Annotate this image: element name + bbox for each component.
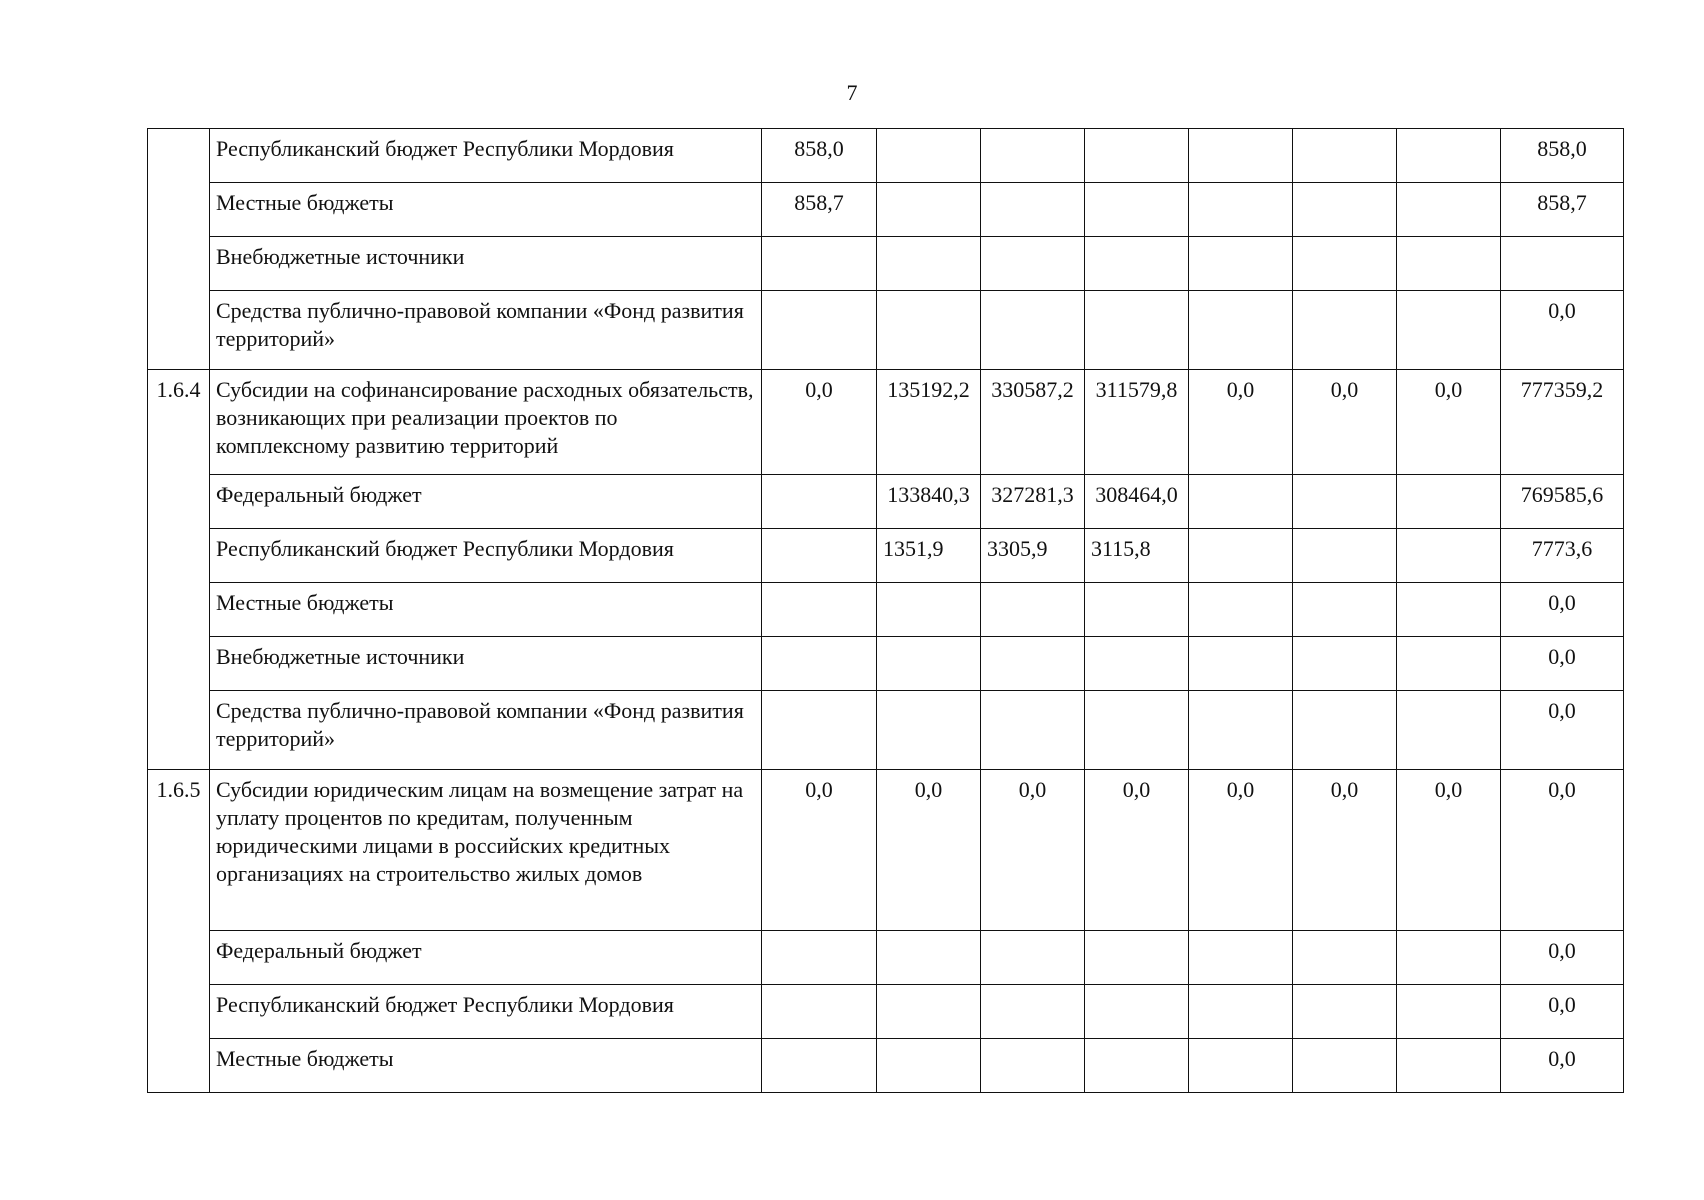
value-cell: 0,0 [1293, 370, 1397, 475]
value-cell [1189, 183, 1293, 237]
value-cell [1189, 985, 1293, 1039]
total-cell: 0,0 [1501, 1039, 1624, 1093]
value-cell [981, 237, 1085, 291]
value-cell [1293, 985, 1397, 1039]
value-cell: 327281,3 [981, 475, 1085, 529]
value-cell [981, 183, 1085, 237]
value-cell [1189, 291, 1293, 370]
row-name-cell: Федеральный бюджет [210, 931, 762, 985]
total-cell: 0,0 [1501, 770, 1624, 931]
value-cell: 0,0 [1293, 770, 1397, 931]
budget-table [147, 128, 1624, 1093]
value-cell: 3115,8 [1085, 529, 1189, 583]
value-cell [981, 129, 1085, 183]
value-cell [1189, 475, 1293, 529]
row-name-cell: Средства публично-правовой компании «Фонд развития территорий» [210, 291, 762, 370]
value-cell [1397, 931, 1501, 985]
value-cell [1293, 529, 1397, 583]
value-cell [1189, 691, 1293, 770]
value-cell: 311579,8 [1085, 370, 1189, 475]
table-row [148, 583, 1624, 637]
row-name-cell: Местные бюджеты [210, 583, 762, 637]
value-cell [762, 291, 877, 370]
page-number: 7 [846, 80, 858, 105]
table-row [148, 475, 1624, 529]
value-cell [1085, 691, 1189, 770]
value-cell: 3305,9 [981, 529, 1085, 583]
value-cell [762, 985, 877, 1039]
value-cell [1293, 183, 1397, 237]
value-cell [1085, 291, 1189, 370]
table-row [148, 291, 1624, 370]
total-cell: 0,0 [1501, 291, 1624, 370]
row-name-cell: Местные бюджеты [210, 1039, 762, 1093]
total-cell: 7773,6 [1501, 529, 1624, 583]
total-cell: 0,0 [1501, 931, 1624, 985]
table-row [148, 237, 1624, 291]
value-cell [1189, 583, 1293, 637]
value-cell [1293, 583, 1397, 637]
value-cell [1293, 475, 1397, 529]
table-row [148, 529, 1624, 583]
total-cell: 0,0 [1501, 691, 1624, 770]
value-cell: 0,0 [877, 770, 981, 931]
row-name-cell: Субсидии на софинансирование расходных обязательств, возникающих при реализации проектов по комплексному развитию территорий [210, 370, 762, 475]
value-cell [981, 637, 1085, 691]
value-cell [762, 637, 877, 691]
value-cell: 0,0 [981, 770, 1085, 931]
value-cell: 1351,9 [877, 529, 981, 583]
value-cell [877, 291, 981, 370]
total-cell: 858,7 [1501, 183, 1624, 237]
row-name-cell: Республиканский бюджет Республики Мордовия [210, 985, 762, 1039]
value-cell [762, 529, 877, 583]
value-cell [981, 291, 1085, 370]
total-cell: 769585,6 [1501, 475, 1624, 529]
value-cell: 0,0 [1189, 370, 1293, 475]
value-cell [877, 637, 981, 691]
value-cell [981, 1039, 1085, 1093]
value-cell [1397, 475, 1501, 529]
table-row [148, 183, 1624, 237]
value-cell [1293, 691, 1397, 770]
value-cell: 330587,2 [981, 370, 1085, 475]
row-name-cell: Республиканский бюджет Республики Мордовия [210, 529, 762, 583]
value-cell [1293, 637, 1397, 691]
value-cell [1085, 237, 1189, 291]
value-cell [877, 985, 981, 1039]
value-cell [981, 691, 1085, 770]
table-row [148, 691, 1624, 770]
value-cell: 0,0 [762, 770, 877, 931]
total-cell: 0,0 [1501, 637, 1624, 691]
table-row [148, 370, 1624, 475]
value-cell [981, 931, 1085, 985]
value-cell [1085, 183, 1189, 237]
value-cell: 858,7 [762, 183, 877, 237]
row-name-cell: Средства публично-правовой компании «Фонд развития территорий» [210, 691, 762, 770]
row-code-cell [148, 129, 210, 370]
value-cell [877, 1039, 981, 1093]
value-cell [981, 985, 1085, 1039]
table-row [148, 129, 1624, 183]
value-cell [1189, 529, 1293, 583]
value-cell [762, 583, 877, 637]
value-cell [1293, 291, 1397, 370]
value-cell: 135192,2 [877, 370, 981, 475]
value-cell [762, 691, 877, 770]
value-cell [762, 237, 877, 291]
row-name-cell: Республиканский бюджет Республики Мордовия [210, 129, 762, 183]
value-cell [762, 1039, 877, 1093]
total-cell: 858,0 [1501, 129, 1624, 183]
value-cell [1397, 1039, 1501, 1093]
value-cell [1397, 237, 1501, 291]
value-cell [1085, 931, 1189, 985]
value-cell [877, 129, 981, 183]
row-name-cell: Внебюджетные источники [210, 237, 762, 291]
value-cell: 0,0 [1397, 770, 1501, 931]
value-cell [1085, 1039, 1189, 1093]
value-cell [1293, 1039, 1397, 1093]
row-name-cell: Внебюджетные источники [210, 637, 762, 691]
value-cell [1397, 985, 1501, 1039]
value-cell [1085, 583, 1189, 637]
value-cell: 858,0 [762, 129, 877, 183]
value-cell [762, 931, 877, 985]
value-cell [762, 475, 877, 529]
value-cell [1397, 183, 1501, 237]
row-name-cell: Федеральный бюджет [210, 475, 762, 529]
value-cell [1189, 237, 1293, 291]
value-cell [877, 691, 981, 770]
value-cell [1293, 237, 1397, 291]
value-cell [981, 583, 1085, 637]
value-cell [1085, 985, 1189, 1039]
value-cell: 0,0 [1397, 370, 1501, 475]
total-cell [1501, 237, 1624, 291]
value-cell [1189, 129, 1293, 183]
value-cell [877, 183, 981, 237]
total-cell: 0,0 [1501, 583, 1624, 637]
value-cell [1397, 583, 1501, 637]
table-row [148, 931, 1624, 985]
table-row [148, 985, 1624, 1039]
table-row [148, 1039, 1624, 1093]
value-cell [877, 583, 981, 637]
value-cell [1085, 129, 1189, 183]
row-code-cell: 1.6.4 [148, 370, 210, 770]
table-row [148, 770, 1624, 931]
table-row [148, 637, 1624, 691]
value-cell: 0,0 [1189, 770, 1293, 931]
value-cell: 133840,3 [877, 475, 981, 529]
value-cell [1397, 529, 1501, 583]
value-cell [1397, 691, 1501, 770]
value-cell [1189, 637, 1293, 691]
total-cell: 777359,2 [1501, 370, 1624, 475]
value-cell [1293, 129, 1397, 183]
value-cell: 308464,0 [1085, 475, 1189, 529]
row-name-cell: Субсидии юридическим лицам на возмещение затрат на уплату процентов по кредитам, полученным юридическими лицами в российских кредитных организациях на строительство жилых домов [210, 770, 762, 931]
value-cell [1293, 931, 1397, 985]
value-cell: 0,0 [762, 370, 877, 475]
value-cell: 0,0 [1085, 770, 1189, 931]
value-cell [1397, 637, 1501, 691]
value-cell [877, 237, 981, 291]
value-cell [1189, 931, 1293, 985]
value-cell [1085, 637, 1189, 691]
row-name-cell: Местные бюджеты [210, 183, 762, 237]
total-cell: 0,0 [1501, 985, 1624, 1039]
value-cell [1397, 291, 1501, 370]
value-cell [877, 931, 981, 985]
value-cell [1397, 129, 1501, 183]
value-cell [1189, 1039, 1293, 1093]
row-code-cell: 1.6.5 [148, 770, 210, 1093]
